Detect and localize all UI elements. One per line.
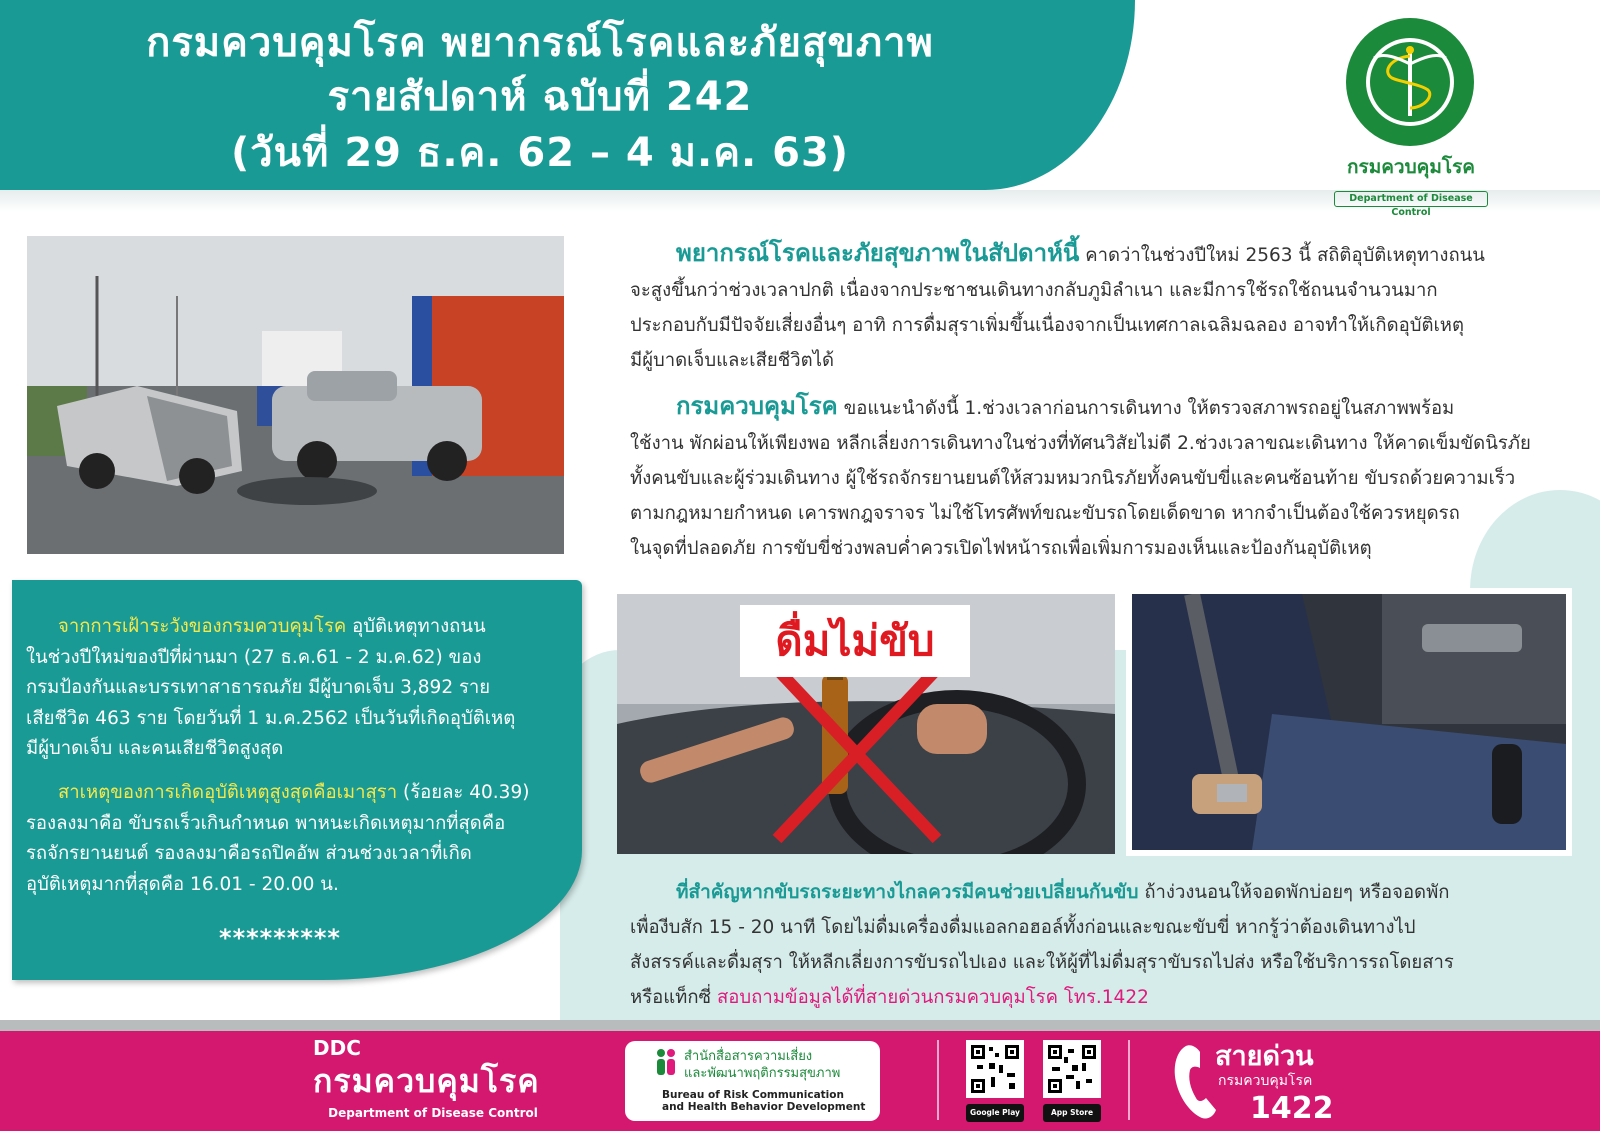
- app-store-badge[interactable]: App Store: [1043, 1104, 1101, 1122]
- bureau-name-en-line1: Bureau of Risk Communication: [662, 1089, 844, 1101]
- bureau-name-th-line1: สำนักสื่อสารความเสี่ยง: [684, 1049, 813, 1064]
- bureau-name-en-line2: and Health Behavior Development: [662, 1101, 866, 1113]
- drink-dont-drive-slogan: ดื่มไม่ขับ: [740, 605, 970, 677]
- date-range: (วันที่ 29 ธ.ค. 62 – 4 ม.ค. 63): [230, 130, 850, 176]
- important-line3: สังสรรค์และดื่มสุรา ให้หลีกเลี่ยงการขับรถไปเอง และให้ผู้ที่ไม่ดื่มสุราขับรถไปส่ง หรือใช้บริการรถโดยสาร: [630, 952, 1454, 973]
- advice-line2: ใช้งาน พักผ่อนให้เพียงพอ หลีกเลี่ยงการเดินทางในช่วงที่ทัศนวิสัยไม่ดี 2.ช่วงเวลาขณะเดินทาง ให้คาดเข็มขัดนิรภัย: [630, 433, 1531, 454]
- ddc-abbreviation: DDC: [313, 1036, 361, 1060]
- seatbelt-photo: [1126, 588, 1572, 856]
- hotline-number[interactable]: 1422: [1250, 1091, 1334, 1126]
- advice-line1: ขอแนะนำดังนี้ 1.ช่วงเวลาก่อนการเดินทาง ให้ตรวจสภาพรถอยู่ในสภาพพร้อม: [837, 398, 1455, 419]
- issue-number: รายสัปดาห์ ฉบับที่ 242: [327, 74, 753, 120]
- surveillance-line3: กรมป้องกันและบรรเทาสาธารณภัย มีผู้บาดเจ็บ 3,892 ราย: [26, 677, 491, 698]
- surveillance-heading: จากการเฝ้าระวังของกรมควบคุมโรค: [58, 616, 347, 637]
- page-title: กรมควบคุมโรค พยากรณ์โรคและภัยสุขภาพ: [146, 20, 934, 66]
- bureau-name-th-line2: และพัฒนาพฤติกรรมสุขภาพ: [684, 1066, 841, 1081]
- surveillance-line5: มีผู้บาดเจ็บ และคนเสียชีวิตสูงสุด: [26, 738, 284, 759]
- forecast-line2: จะสูงขึ้นกว่าช่วงเวลาปกติ เนื่องจากประชาชนเดินทางกลับภูมิลำเนา และมีการใช้รถใช้ถนนจำนวนมาก: [630, 280, 1438, 301]
- ddc-name-th: กรมควบคุมโรค: [313, 1062, 540, 1100]
- advice-line4: ตามกฎหมายกำหนด เคารพกฎจราจร ไม่ใช้โทรศัพท์ขณะขับรถโดยเด็ดขาด หากจำเป็นต้องใช้ควรหยุดรถ: [630, 503, 1460, 524]
- important-line2: เพื่องีบสัก 15 - 20 นาที โดยไม่ดื่มเครื่องดื่มแอลกอฮอล์ทั้งก่อนและขณะขับขี่ หากรู้ว่าต้องเดินทางไป: [630, 917, 1416, 938]
- surveillance-line4: เสียชีวิต 463 ราย โดยวันที่ 1 ม.ค.2562 เป็นวันที่เกิดอุบัติเหตุ: [26, 707, 516, 729]
- ministry-seal-icon: [1340, 12, 1480, 152]
- ddc-name-en: Department of Disease Control: [328, 1106, 538, 1120]
- surveillance-line2: ในช่วงปีใหม่ของปีที่ผ่านมา (27 ธ.ค.61 - 2 ม.ค.62) ของ: [26, 646, 482, 668]
- forecast-heading: พยากรณ์โรคและภัยสุขภาพในสัปดาห์นี้: [676, 239, 1080, 267]
- hotline-label: สายด่วน: [1215, 1041, 1314, 1072]
- important-line1: ถ้าง่วงนอนให้จอดพักบ่อยๆ หรือจอดพัก: [1138, 882, 1450, 903]
- footer-divider-1: [937, 1040, 939, 1120]
- qr-code-app-store[interactable]: [1043, 1040, 1101, 1098]
- forecast-line3: ประกอบกับมีปัจจัยเสี่ยงอื่นๆ อาทิ การดื่มสุราเพิ่มขึ้นเนื่องจากเป็นเทศกาลเฉลิมฉลอง อาจทำให้เกิดอุบัติเหตุ: [630, 315, 1465, 336]
- cause-heading: สาเหตุของการเกิดอุบัติเหตุสูงสุดคือเมาสุรา: [58, 782, 398, 803]
- footer-divider-2: [1128, 1040, 1130, 1120]
- hotline-info: สอบถามข้อมูลได้ที่สายด่วนกรมควบคุมโรค โทร.1422: [717, 987, 1149, 1008]
- section-divider-stars: *********: [219, 924, 341, 952]
- cause-line4: อุบัติเหตุมากที่สุดคือ 16.01 - 20.00 น.: [26, 873, 339, 895]
- surveillance-section: [26, 612, 566, 765]
- surveillance-line1: อุบัติเหตุทางถนน: [346, 616, 486, 637]
- advice-section: [630, 389, 1570, 566]
- forecast-section: [630, 236, 1570, 378]
- advice-heading: กรมควบคุมโรค: [676, 392, 838, 420]
- logo-name-en: Department of Disease Control: [1334, 191, 1488, 207]
- cause-line3: รถจักรยานยนต์ รองลงมาคือรถปิคอัพ ส่วนช่วงเวลาที่เกิด: [26, 843, 472, 864]
- important-heading: ที่สำคัญหากขับรถระยะทางไกลควรมีคนช่วยเปลี่ยนกันขับ: [676, 881, 1139, 903]
- bureau-name-en: [662, 1089, 877, 1113]
- logo-name-th: กรมควบคุมโรค: [1346, 156, 1476, 178]
- cause-line2: รองลงมาคือ ขับรถเร็วเกินกำหนด พาหนะเกิดเหตุมากที่สุดคือ: [26, 812, 506, 834]
- bureau-name-th: [660, 1048, 875, 1082]
- qr-code-google-play[interactable]: [966, 1040, 1024, 1098]
- crash-photo: [27, 236, 564, 554]
- google-play-badge[interactable]: Google Play: [966, 1104, 1024, 1122]
- cause-line1: (ร้อยละ 40.39): [397, 782, 530, 803]
- advice-line3: ทั้งคนขับและผู้ร่วมเดินทาง ผู้ใช้รถจักรยานยนต์ให้สวมหมวกนิรภัยทั้งคนขับขี่และคนซ้อนท้าย ขับรถด้วยความเร็ว: [630, 468, 1516, 489]
- forecast-line1: คาดว่าในช่วงปีใหม่ 2563 นี้ สถิติอุบัติเหตุทางถนน: [1079, 245, 1485, 266]
- hotline-org: กรมควบคุมโรค: [1218, 1073, 1313, 1089]
- important-section: [630, 875, 1570, 1015]
- cause-section: [26, 778, 566, 900]
- important-line4: หรือแท็กซี่: [630, 987, 717, 1008]
- advice-line5: ในจุดที่ปลอดภัย การขับขี่ช่วงพลบค่ำควรเปิดไฟหน้ารถเพื่อเพิ่มการมองเห็นและป้องกันอุบัติเหตุ: [630, 538, 1372, 559]
- forecast-line4: มีผู้บาดเจ็บและเสียชีวิตได้: [630, 350, 835, 371]
